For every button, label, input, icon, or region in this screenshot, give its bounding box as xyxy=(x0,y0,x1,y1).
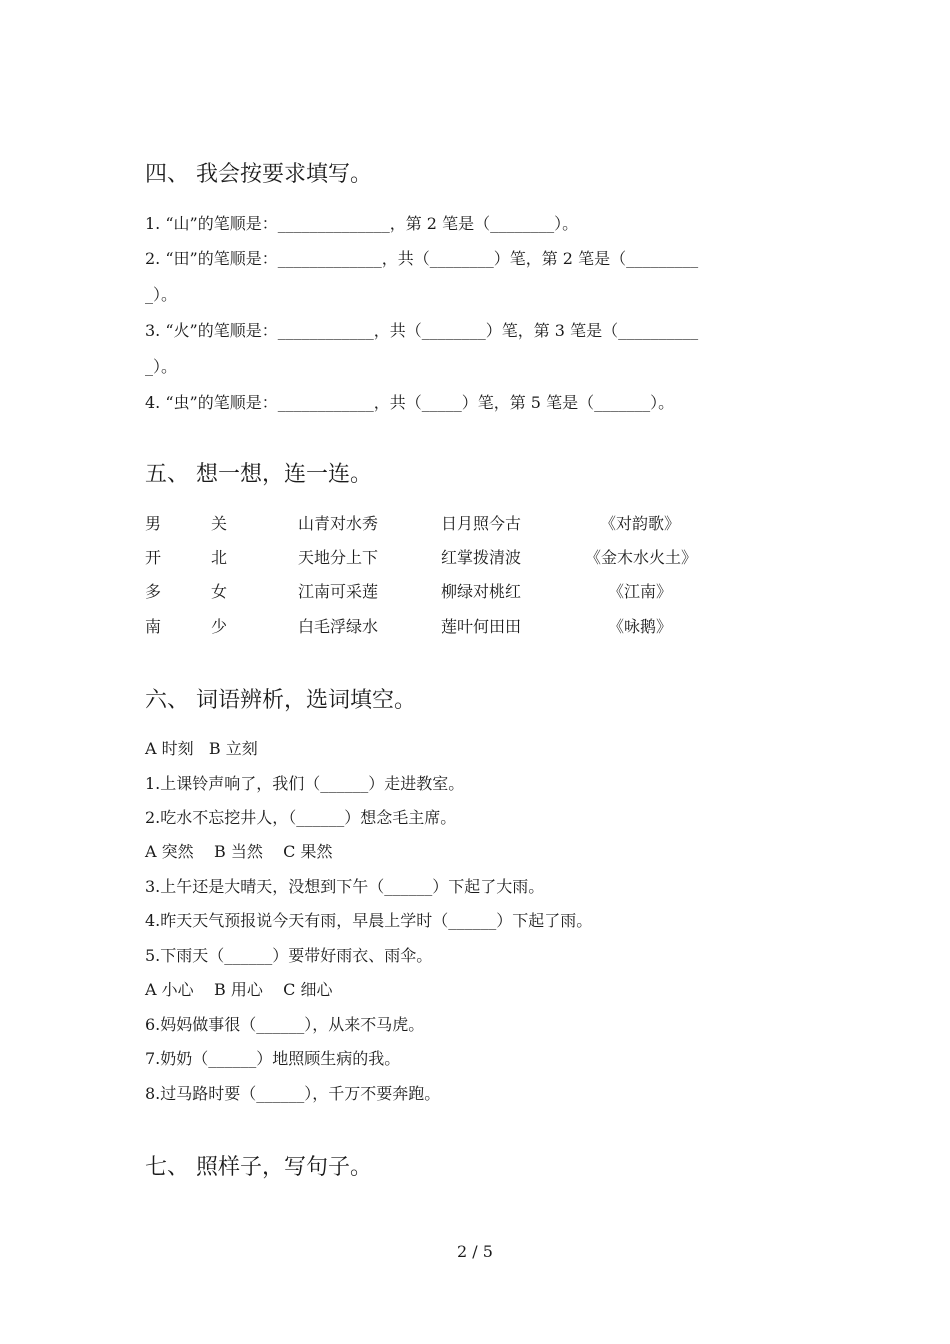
question-line: 2. “田”的笔顺是：_____________，共（________）笔，第 2 笔是（_________ xyxy=(145,249,699,268)
match-cell: 少 xyxy=(211,617,228,636)
match-cell: 南 xyxy=(145,617,162,636)
section-7-heading: 七、 照样子，写句子。 xyxy=(145,1155,372,1180)
match-cell: 白毛浮绿水 xyxy=(298,617,379,636)
word-options: A 小心 B 用心 C 细心 xyxy=(145,980,333,999)
match-cell: 女 xyxy=(211,582,228,601)
match-cell: 北 xyxy=(211,548,228,567)
question-line: 2.吃水不忘挖井人，（______）想念毛主席。 xyxy=(145,808,457,827)
match-cell: 《对韵歌》 xyxy=(600,514,681,533)
word-options: A 时刻 B 立刻 xyxy=(145,739,258,758)
match-cell: 江南可采莲 xyxy=(298,582,379,601)
question-line: 6.妈妈做事很（______），从来不马虎。 xyxy=(145,1015,425,1034)
section-6-heading: 六、 词语辨析，选词填空。 xyxy=(145,688,416,713)
match-cell: 《金木水火土》 xyxy=(585,548,698,567)
match-cell: 关 xyxy=(211,514,228,533)
match-cell: 山青对水秀 xyxy=(298,514,379,533)
question-line: 8.过马路时要（______），千万不要奔跑。 xyxy=(145,1084,441,1103)
question-line: 3.上午还是大晴天，没想到下午（______）下起了大雨。 xyxy=(145,877,545,896)
match-cell: 莲叶何田田 xyxy=(441,617,522,636)
match-cell: 《江南》 xyxy=(608,582,673,601)
match-cell: 开 xyxy=(145,548,162,567)
match-cell: 红掌拨清波 xyxy=(441,548,522,567)
match-cell: 日月照今古 xyxy=(441,514,522,533)
question-line: 1.上课铃声响了，我们（______）走进教室。 xyxy=(145,774,465,793)
question-line: 5.下雨天（______）要带好雨衣、雨伞。 xyxy=(145,946,433,965)
question-line: 4.昨天天气预报说今天有雨，早晨上学时（______）下起了雨。 xyxy=(145,911,593,930)
match-cell: 柳绿对桃红 xyxy=(441,582,522,601)
question-line: 1. “山”的笔顺是：______________，第 2 笔是（________）。 xyxy=(145,214,579,233)
question-line-continued: _）。 xyxy=(145,285,178,304)
match-cell: 《咏鹅》 xyxy=(608,617,673,636)
match-cell: 天地分上下 xyxy=(298,548,379,567)
word-options: A 突然 B 当然 C 果然 xyxy=(145,842,333,861)
match-cell: 男 xyxy=(145,514,162,533)
question-line: 3. “火”的笔顺是：____________，共（________）笔，第 3 笔是（__________ xyxy=(145,321,699,340)
question-line: 7.奶奶（______）地照顾生病的我。 xyxy=(145,1049,401,1068)
question-line: 4. “虫”的笔顺是：____________，共（_____）笔，第 5 笔是（_______）。 xyxy=(145,393,675,412)
match-cell: 多 xyxy=(145,582,162,601)
section-4-heading: 四、 我会按要求填写。 xyxy=(145,162,372,187)
question-line-continued: _）。 xyxy=(145,357,178,376)
section-5-heading: 五、 想一想，连一连。 xyxy=(145,462,372,487)
page-number: 2 / 5 xyxy=(457,1242,493,1261)
